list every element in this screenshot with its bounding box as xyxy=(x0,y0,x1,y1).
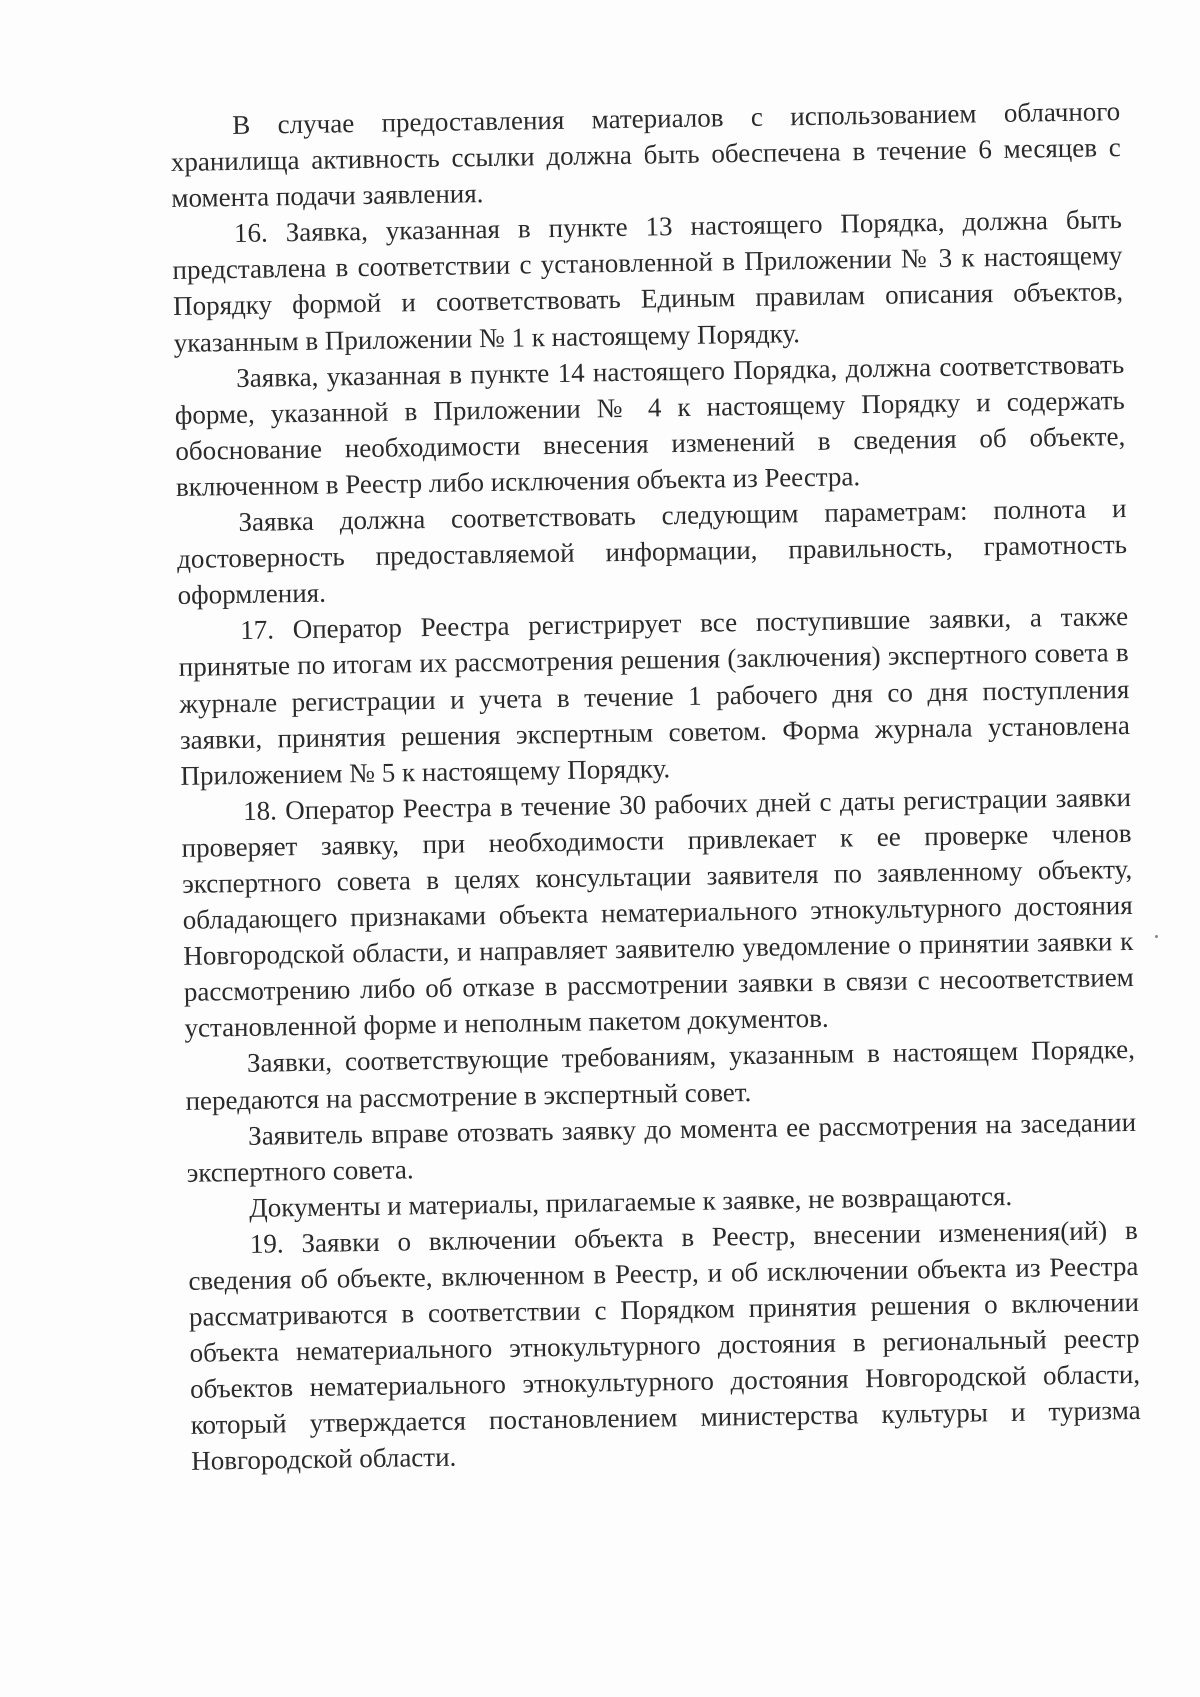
paragraph-item-18: 18. Оператор Реестра в течение 30 рабочих дней с даты регистрации заявки проверяет заявку, при необходимости привлекает к ее проверке членов экспертного совета в целях консультации заявителя по заявленному объекту, обладающего признаками объекта нематериального этнокультурного достояния Новгородской области, и направляет заявителю уведомление о принятии заявки к рассмотрению либо об отказе в рассмотрении заявки в связи с несоответствием установленной форме и неполным пакетом документов. xyxy=(181,781,1135,1044)
paragraph-item-18-requirements: Заявки, соответствующие требованиям, указанным в настоящем Порядке, передаются на рассмотрение в экспертный совет. xyxy=(185,1034,1136,1116)
document-body xyxy=(170,93,1141,1479)
paragraph-item-16-application-14: Заявка, указанная в пункте 14 настоящего Порядка, должна соответствовать форме, указанной в Приложении № 4 к настоящему Порядку и содержать обоснование необходимости внесения изменений в сведения об объекте, включенном в Реестр либо исключения объекта из Реестра. xyxy=(174,348,1126,502)
paragraph-item-16: 16. Заявка, указанная в пункте 13 настоящего Порядка, должна быть представлена в соответствии с установленной в Приложении № 3 к настоящему Порядку формой и соответствовать Единым правилам описания объектов, указанным в Приложении № 1 к настоящему Порядку. xyxy=(172,204,1124,358)
scan-speck xyxy=(1155,935,1158,938)
paragraph-item-16-parameters: Заявка должна соответствовать следующим параметрам: полнота и достоверность предоставляемой информации, правильность, грамотность оформления. xyxy=(176,493,1128,611)
paragraph-item-19: 19. Заявки о включении объекта в Реестр, внесении изменения(ий) в сведения об объекте, включенном в Реестр, и об исключении объекта из Реестра рассматриваются в соответствии с Порядком принятия решения о включении объекта нематериального этнокультурного достояния в региональный реестр объектов нематериального этнокультурного достояния Новгородской области, который утверждается постановлением министерства культуры и туризма Новгородской области. xyxy=(188,1214,1141,1477)
paragraph-cloud-storage: В случае предоставления материалов с использованием облачного хранилища активность ссылки должна быть обеспечена в течение 6 месяцев с момента подачи заявления. xyxy=(170,96,1121,214)
paragraph-item-18-withdraw: Заявитель вправе отозвать заявку до момента ее рассмотрения на заседании экспертного совета. xyxy=(186,1106,1137,1188)
paragraph-item-17: 17. Оператор Реестра регистрирует все поступившие заявки, а также принятые по итогам их рассмотрения решения (заключения) экспертного совета в журнале регистрации и учета в течение 1 рабочего дня со дня поступления заявки, принятия решения экспертным советом. Форма журнала установлена Приложением № 5 к настоящему Порядку. xyxy=(178,601,1131,791)
paragraph-item-18-documents: Документы и материалы, прилагаемые к заявке, не возвращаются. xyxy=(249,1180,1013,1223)
